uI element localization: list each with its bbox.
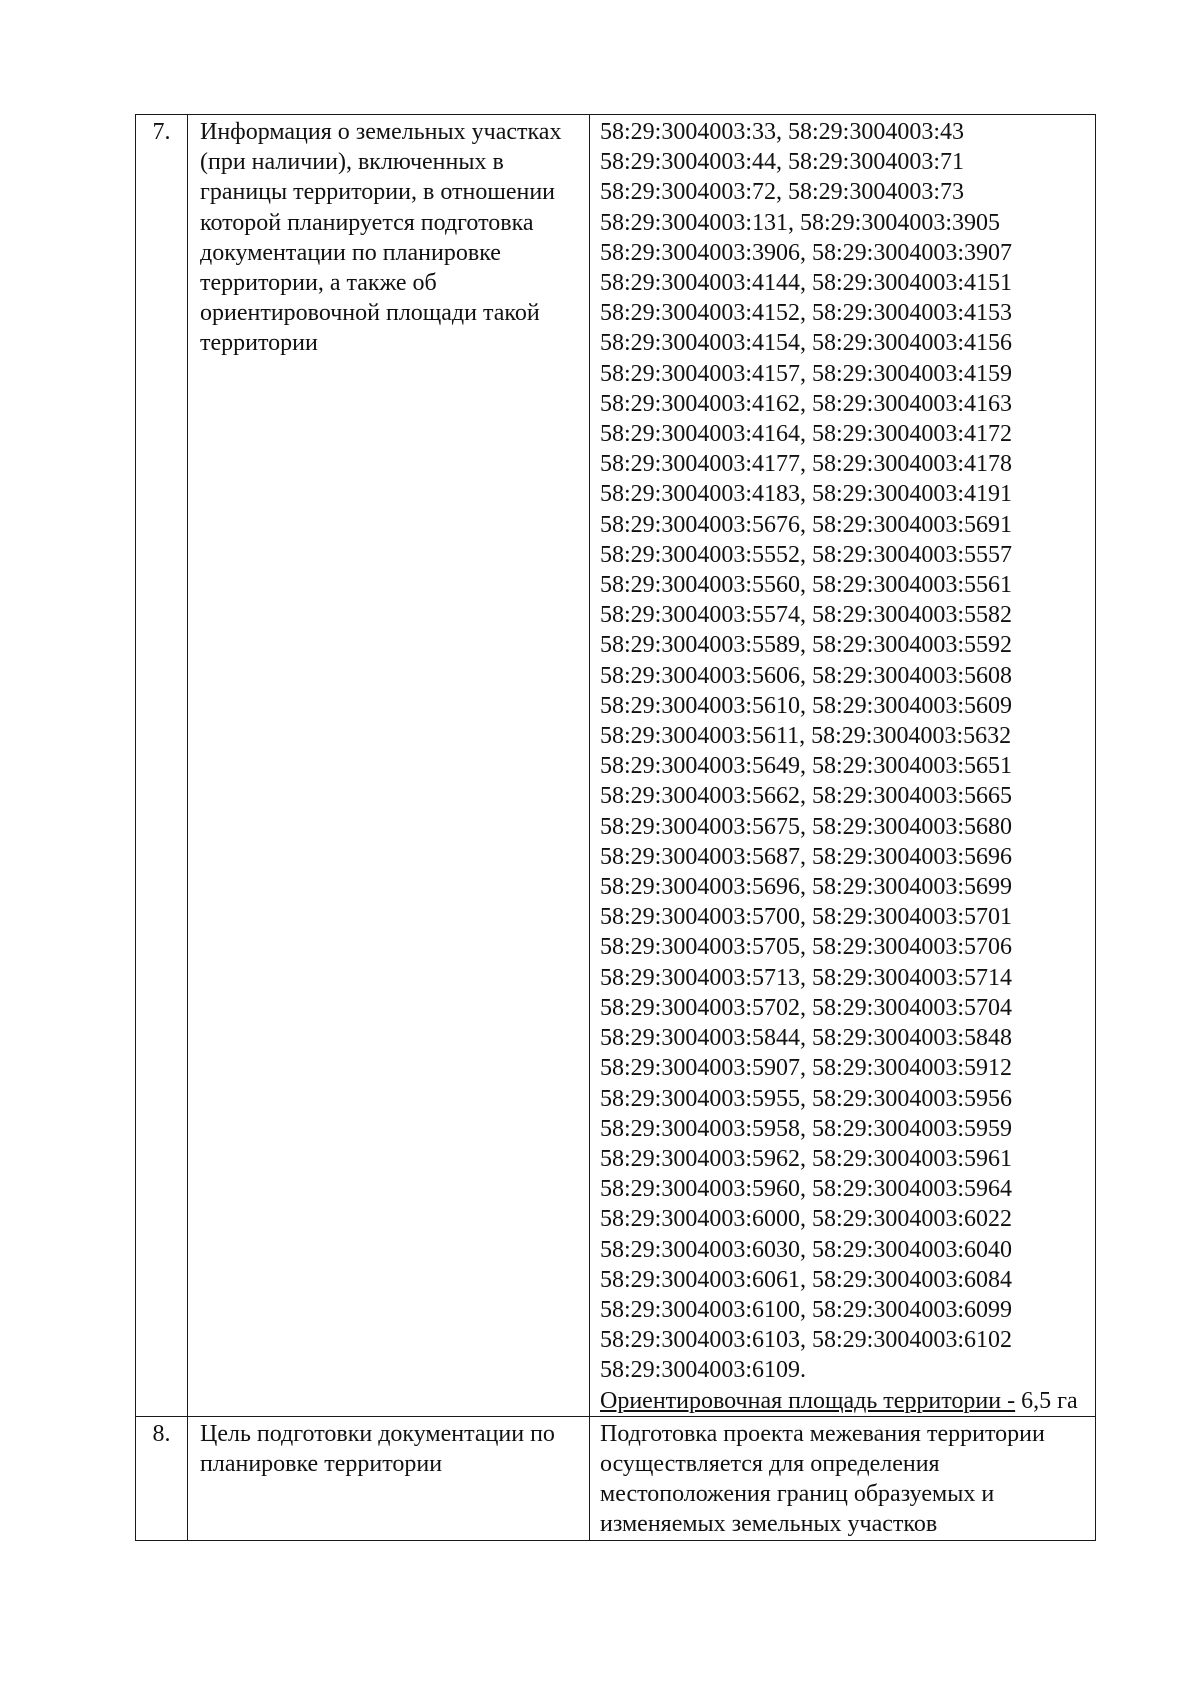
row-number: 8. <box>136 1416 188 1540</box>
parcel-line: 58:29:3004003:6100, 58:29:3004003:6099 <box>600 1296 1013 1323</box>
document-table <box>135 114 1096 1541</box>
parcel-line: 58:29:3004003:4177, 58:29:3004003:4178 <box>600 451 1013 478</box>
row-value <box>590 1416 1096 1540</box>
parcel-line: 58:29:3004003:5960, 58:29:3004003:5964 <box>600 1176 1013 1203</box>
area-value: 6,5 га <box>1015 1387 1078 1414</box>
row-number: 7. <box>136 115 188 1417</box>
parcel-line: 58:29:3004003:44, 58:29:3004003:71 <box>600 149 965 176</box>
parcel-line: 58:29:3004003:5696, 58:29:3004003:5699 <box>600 874 1013 901</box>
parcel-line: 58:29:3004003:5955, 58:29:3004003:5956 <box>600 1085 1013 1112</box>
parcel-line: 58:29:3004003:72, 58:29:3004003:73 <box>600 179 965 206</box>
parcel-line: 58:29:3004003:5958, 58:29:3004003:5959 <box>600 1115 1013 1142</box>
parcel-line: 58:29:3004003:4154, 58:29:3004003:4156 <box>600 330 1013 357</box>
parcel-line: 58:29:3004003:5962, 58:29:3004003:5961 <box>600 1145 1013 1172</box>
parcel-line: 58:29:3004003:6061, 58:29:3004003:6084 <box>600 1266 1013 1293</box>
parcel-line: 58:29:3004003:5700, 58:29:3004003:5701 <box>600 904 1013 931</box>
parcel-line: 58:29:3004003:5589, 58:29:3004003:5592 <box>600 632 1013 659</box>
parcel-line: 58:29:3004003:5610, 58:29:3004003:5609 <box>600 692 1013 719</box>
parcel-line: 58:29:3004003:5662, 58:29:3004003:5665 <box>600 783 1013 810</box>
parcel-line: 58:29:3004003:5560, 58:29:3004003:5561 <box>600 572 1013 599</box>
parcel-line: 58:29:3004003:4162, 58:29:3004003:4163 <box>600 390 1013 417</box>
area-line <box>600 1386 1091 1416</box>
parcel-line: 58:29:3004003:5713, 58:29:3004003:5714 <box>600 964 1013 991</box>
parcel-line: 58:29:3004003:6030, 58:29:3004003:6040 <box>600 1236 1013 1263</box>
purpose-text: Подготовка проекта межевания территории осуществляется для определения местоположения границ образуемых и изменяемых земельных участков <box>600 1420 1045 1538</box>
parcel-line: 58:29:3004003:6109. <box>600 1357 807 1384</box>
row-label: Информация о земельных участках (при наличии), включенных в границы территории, в отношении которой планируется подготовка документации по планировке территории, а также об ориентировочной площади такой территории <box>188 115 590 1417</box>
parcel-line: 58:29:3004003:5611, 58:29:3004003:5632 <box>600 723 1012 750</box>
row-value <box>590 115 1096 1417</box>
table-row-7 <box>136 115 1096 1417</box>
parcel-line: 58:29:3004003:6103, 58:29:3004003:6102 <box>600 1327 1013 1354</box>
parcel-line: 58:29:3004003:6000, 58:29:3004003:6022 <box>600 1206 1013 1233</box>
parcel-line: 58:29:3004003:5702, 58:29:3004003:5704 <box>600 994 1013 1021</box>
parcel-line: 58:29:3004003:5675, 58:29:3004003:5680 <box>600 813 1013 840</box>
parcel-line: 58:29:3004003:5649, 58:29:3004003:5651 <box>600 753 1013 780</box>
parcel-line: 58:29:3004003:4164, 58:29:3004003:4172 <box>600 421 1013 448</box>
parcel-line: 58:29:3004003:4183, 58:29:3004003:4191 <box>600 481 1013 508</box>
parcel-line: 58:29:3004003:4157, 58:29:3004003:4159 <box>600 360 1013 387</box>
parcel-line: 58:29:3004003:3906, 58:29:3004003:3907 <box>600 239 1013 266</box>
row-label: Цель подготовки документации по планировке территории <box>188 1416 590 1540</box>
parcel-line: 58:29:3004003:5574, 58:29:3004003:5582 <box>600 602 1013 629</box>
parcel-line: 58:29:3004003:5687, 58:29:3004003:5696 <box>600 843 1013 870</box>
parcel-line: 58:29:3004003:5676, 58:29:3004003:5691 <box>600 511 1013 538</box>
table-row-8 <box>136 1416 1096 1540</box>
parcel-line: 58:29:3004003:5606, 58:29:3004003:5608 <box>600 662 1013 689</box>
parcel-line: 58:29:3004003:4144, 58:29:3004003:4151 <box>600 270 1013 297</box>
parcel-line: 58:29:3004003:131, 58:29:3004003:3905 <box>600 209 1001 236</box>
parcel-line: 58:29:3004003:5907, 58:29:3004003:5912 <box>600 1055 1013 1082</box>
parcel-line: 58:29:3004003:4152, 58:29:3004003:4153 <box>600 300 1013 327</box>
parcel-line: 58:29:3004003:5705, 58:29:3004003:5706 <box>600 934 1013 961</box>
parcel-line: 58:29:3004003:5552, 58:29:3004003:5557 <box>600 541 1013 568</box>
area-label: Ориентировочная площадь территории - <box>600 1387 1016 1414</box>
parcel-line: 58:29:3004003:5844, 58:29:3004003:5848 <box>600 1025 1013 1052</box>
parcel-line: 58:29:3004003:33, 58:29:3004003:43 <box>600 119 965 145</box>
parcel-list <box>600 117 1091 1386</box>
